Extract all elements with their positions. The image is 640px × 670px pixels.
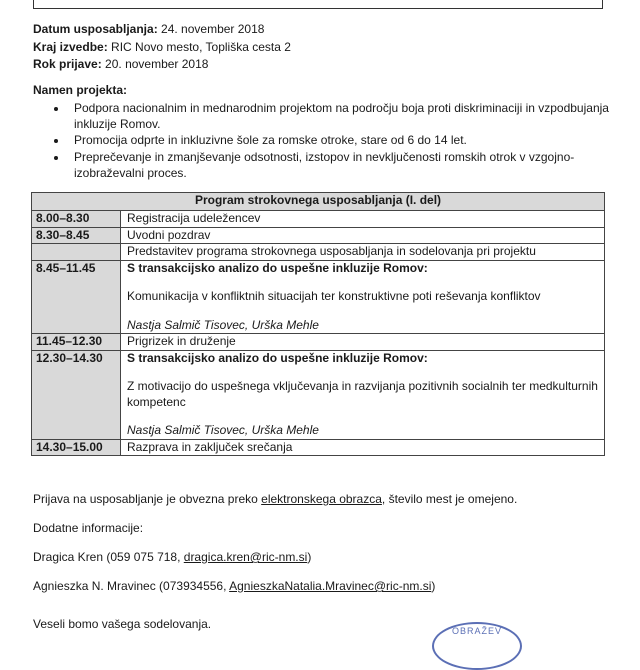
table-row — [32, 439, 605, 456]
purpose-bullet: Podpora nacionalnim in mednarodnim projektom na področju boja proti diskriminaciji in vzpodbujanja inkluzije Romov. — [33, 101, 613, 133]
program-table — [31, 192, 605, 456]
time-cell: 14.30–15.00 — [32, 439, 121, 456]
deadline-label: Rok prijave: — [33, 57, 102, 71]
session-title: S transakcijsko analizo do uspešne inkluzije Romov: — [127, 260, 428, 275]
table-row — [32, 244, 605, 261]
session-speakers: Nastja Salmič Tisovec, Urška Mehle — [127, 423, 319, 437]
stamp-seal — [432, 622, 522, 670]
activity-cell: Predstavitev programa strokovnega usposabljanja in sodelovanja pri projektu — [121, 244, 605, 261]
email-link[interactable]: dragica.kren@ric-nm.si — [183, 550, 308, 564]
place-label: Kraj izvedbe: — [33, 39, 108, 54]
deadline-value: 20. november 2018 — [105, 57, 209, 71]
table-row — [32, 260, 605, 334]
more-info-heading: Dodatne informacije: — [33, 521, 144, 535]
footer — [33, 491, 517, 645]
closing-line: Veseli bomo vašega sodelovanja. — [33, 617, 212, 631]
purpose-bullet: Promocija odprte in inkluzivne šole za romske otroke, stare od 6 do 14 let. — [33, 133, 613, 149]
purpose-list — [33, 101, 613, 182]
registration-text-end: , število mest je omejeno. — [381, 492, 518, 506]
contact-line — [33, 549, 517, 565]
purpose-heading: Namen projekta: — [33, 83, 128, 97]
time-cell — [32, 244, 121, 261]
session-description: Komunikacija v konfliktnih situacijah ter konstruktivne poti reševanja konfliktov — [127, 289, 541, 303]
program-title: Program strokovnega usposabljanja (I. del) — [32, 193, 605, 211]
place-value: RIC Novo mesto, Topliška cesta 2 — [111, 39, 291, 54]
table-row — [32, 350, 605, 439]
project-purpose — [33, 83, 613, 183]
time-cell: 12.30–14.30 — [32, 350, 121, 439]
time-cell: 8.45–11.45 — [32, 260, 121, 334]
registration-text: Prijava na usposabljanje je obvezna preko — [33, 492, 262, 506]
place-line — [33, 39, 291, 57]
session-cell — [121, 260, 605, 334]
date-line — [33, 21, 291, 39]
time-cell: 8.00–8.30 — [32, 211, 121, 228]
activity-cell: Prigrizek in druženje — [121, 334, 605, 351]
session-cell — [121, 350, 605, 439]
header-box-edge — [33, 0, 603, 9]
time-cell: 8.30–8.45 — [32, 227, 121, 244]
activity-cell: Uvodni pozdrav — [121, 227, 605, 244]
table-row — [32, 227, 605, 244]
session-description: Z motivacijo do uspešnega vključevanja in razvijanja pozitivnih socialnih ter medkulturnih kompetenc — [127, 379, 598, 409]
stamp-text: OBRAŽEV — [451, 626, 502, 636]
email-link[interactable]: AgnieszkaNatalia.Mravinec@ric-nm.si — [229, 579, 432, 593]
date-value: 24. november 2018 — [161, 22, 265, 36]
contact-text: Agnieszka N. Mravinec (073934556, — [33, 579, 230, 593]
contact-text: Dragica Kren (059 075 718, — [33, 550, 184, 564]
event-details — [33, 21, 291, 74]
registration-form-link[interactable]: elektronskega obrazca — [261, 492, 382, 506]
time-cell: 11.45–12.30 — [32, 334, 121, 351]
purpose-bullet: Preprečevanje in zmanjševanje odsotnosti, izstopov in nevključenosti romskih otrok v vzgojno-izobraževalni proces. — [33, 150, 613, 182]
session-speakers: Nastja Salmič Tisovec, Urška Mehle — [127, 317, 319, 332]
activity-cell: Razprava in zaključek srečanja — [121, 439, 605, 456]
table-row — [32, 211, 605, 228]
activity-cell: Registracija udeležencev — [121, 211, 605, 228]
contact-line — [33, 578, 517, 594]
deadline-line — [33, 56, 291, 74]
date-label: Datum usposabljanja: — [33, 22, 158, 36]
table-row — [32, 334, 605, 351]
contact-text-end: ) — [307, 550, 312, 564]
session-title: S transakcijsko analizo do uspešne inkluzije Romov: — [127, 350, 428, 365]
contact-text-end: ) — [431, 579, 436, 593]
registration-note — [33, 491, 517, 507]
